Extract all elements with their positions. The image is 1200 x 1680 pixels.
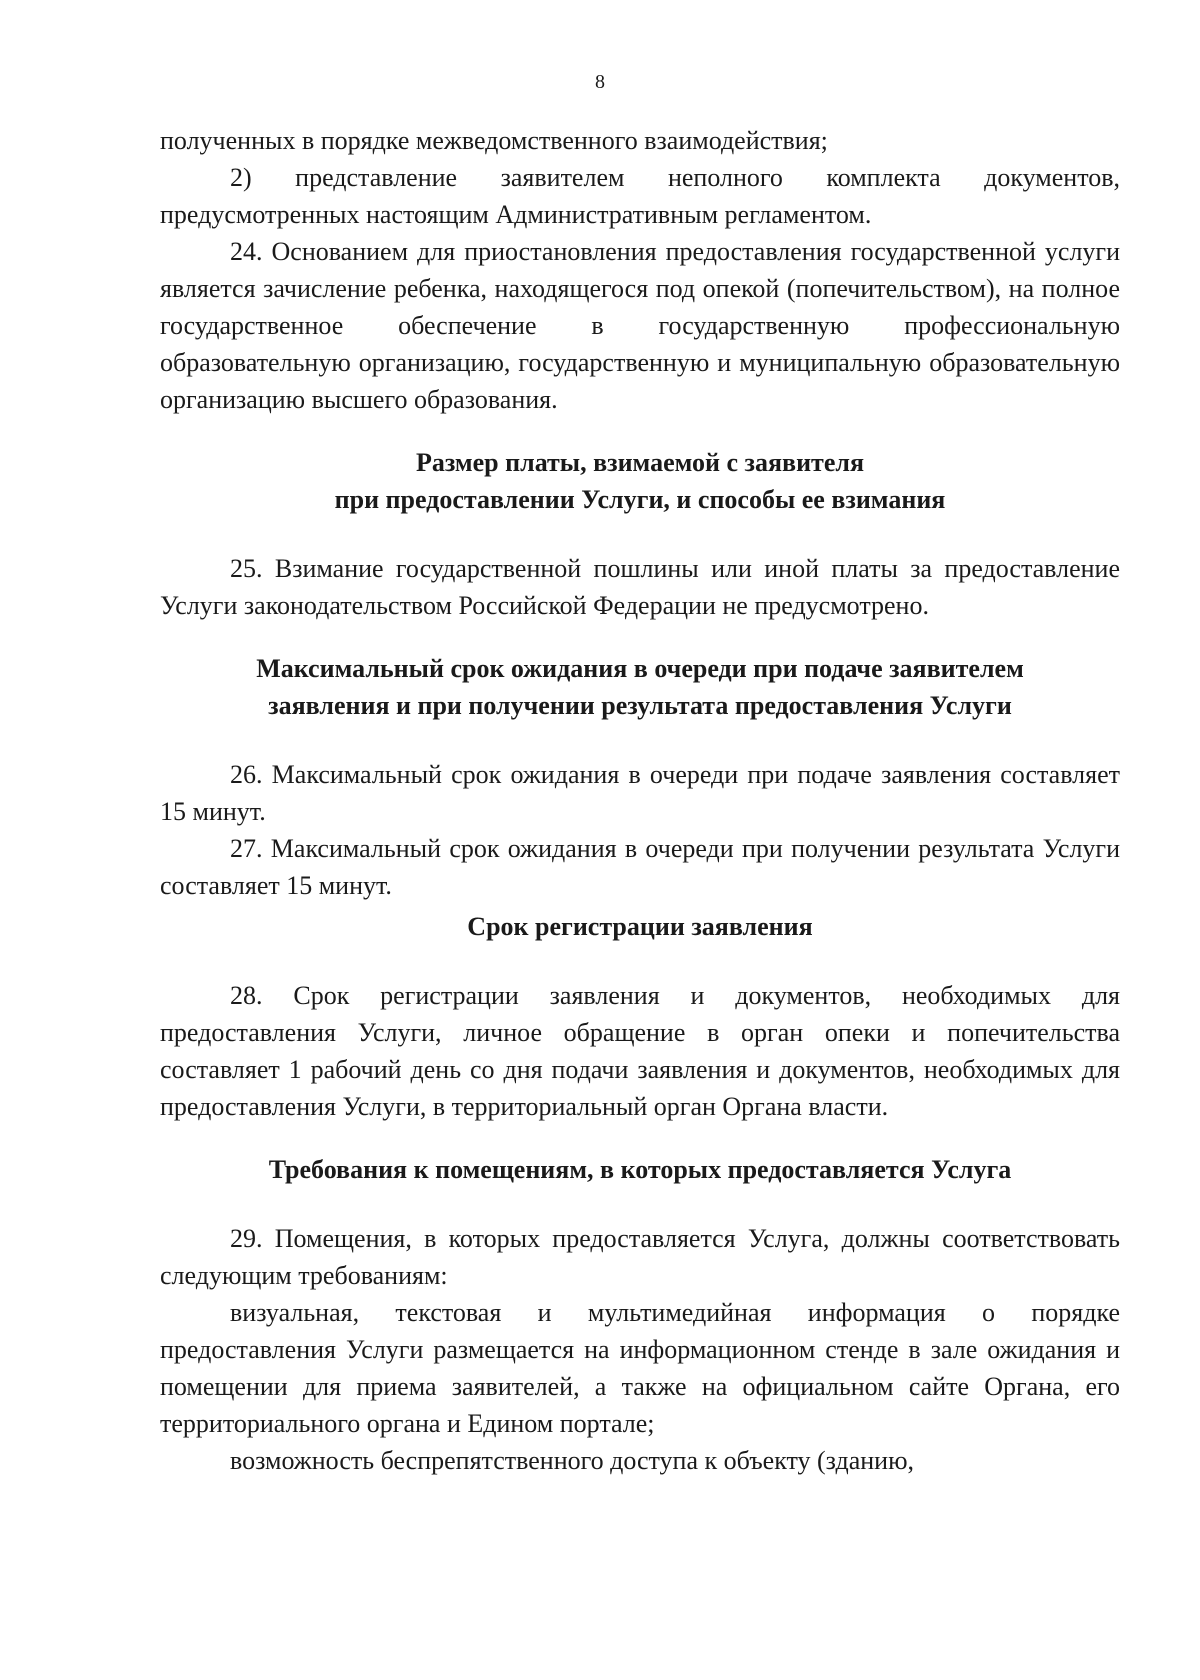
paragraph-29: 29. Помещения, в которых предоставляется Услуга, должны соответствовать следующим требованиям: [160, 1224, 1120, 1290]
paragraph-26: 26. Максимальный срок ожидания в очереди при подаче заявления составляет 15 минут. [160, 760, 1120, 826]
heading-fee-line-2: при предоставлении Услуги, и способы ее взимания [334, 485, 946, 514]
paragraph-24: 24. Основанием для приостановления предоставления государственной услуги является зачисление ребенка, находящегося под опекой (попечительством), на полное государственное обеспечение в государственную профессиональную образовательную организацию, государственную и муниципальную образовательную организацию высшего образования. [160, 237, 1120, 414]
document-body [160, 122, 1120, 1479]
paragraph-visual-information: визуальная, текстовая и мультимедийная информация о порядке предоставления Услуги размещается на информационном стенде в зале ожидания и помещении для приема заявителей, а также на официальном сайте Органа, его территориального органа и Едином портале; [160, 1298, 1120, 1438]
page-number: 8 [595, 71, 605, 93]
paragraph-accessibility: возможность беспрепятственного доступа к объекту (зданию, [230, 1446, 914, 1475]
heading-registration: Срок регистрации заявления [467, 912, 813, 941]
paragraph-continuation: полученных в порядке межведомственного взаимодействия; [160, 126, 828, 155]
heading-queue-line-1: Максимальный срок ожидания в очереди при подаче заявителем [256, 654, 1024, 683]
paragraph-27: 27. Максимальный срок ожидания в очереди при получении результата Услуги составляет 15 минут. [160, 834, 1120, 900]
heading-fee-line-1: Размер платы, взимаемой с заявителя [415, 448, 865, 477]
heading-premises: Требования к помещениям, в которых предоставляется Услуга [268, 1155, 1012, 1184]
paragraph-28: 28. Срок регистрации заявления и документов, необходимых для предоставления Услуги, личное обращение в орган опеки и попечительства составляет 1 рабочий день со дня подачи заявления и документов, необходимых для предоставления Услуги, в территориальный орган Органа власти. [160, 981, 1120, 1121]
heading-queue-line-2: заявления и при получении результата предоставления Услуги [268, 691, 1012, 720]
paragraph-item-2: 2) представление заявителем неполного комплекта документов, предусмотренных настоящим Административным регламентом. [160, 163, 1120, 229]
paragraph-25: 25. Взимание государственной пошлины или иной платы за предоставление Услуги законодательством Российской Федерации не предусмотрено. [160, 554, 1120, 620]
